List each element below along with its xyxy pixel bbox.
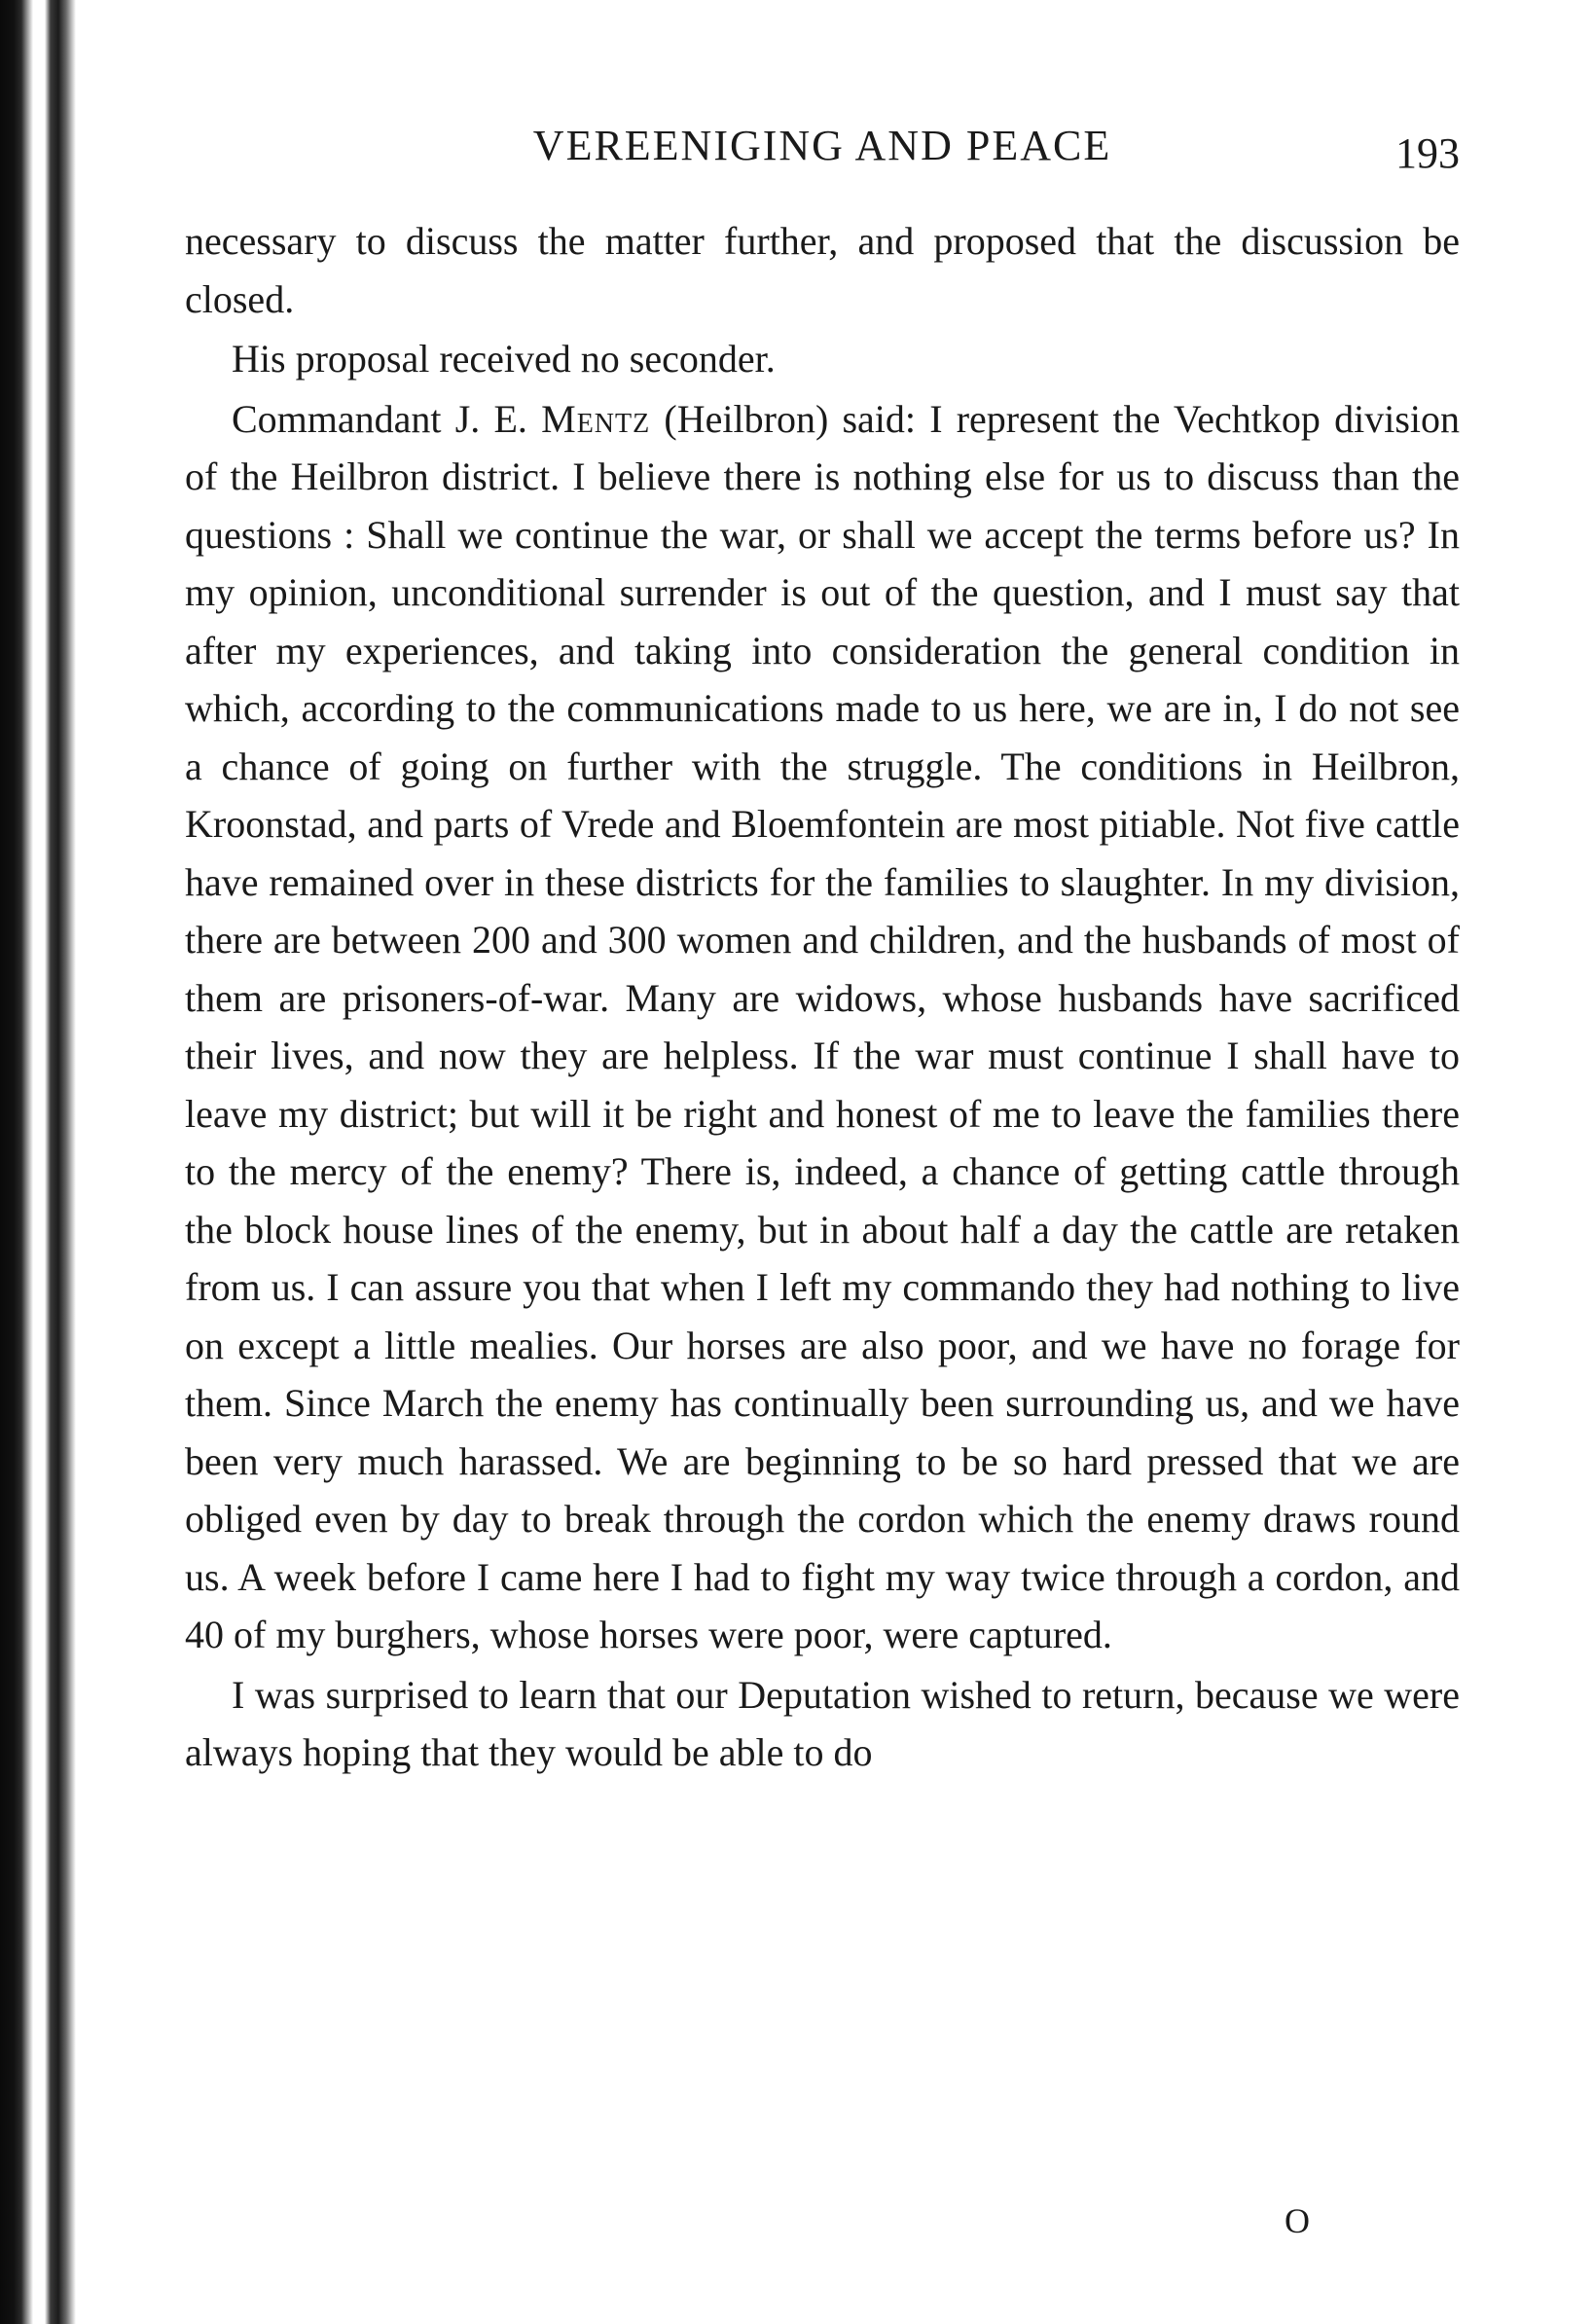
binding-edge xyxy=(0,0,76,2324)
speech-text: (Heilbron) said: I represent the Vechtkop division of the Heilbron district. I believe there is nothing else for us to discuss than the questions : Shall we continue the war, or shall we accept the terms before us? In my opinion, unconditional surrender is out of the question, and I must say that after my experiences, and taking into consideration the general condition in which, according to the communications made to us here, we are in, I do not see a chance of going on further with the struggle. The conditions in Heilbron, Kroonstad, and parts of Vrede and Bloemfontein are most pitiable. Not five cattle have remained over in these districts for the families to slaughter. In my division, there are between 200 and 300 women and children, and the husbands of most of them are prisoners-of-war. Many are widows, whose husbands have sacrificed their lives, and now they are helpless. If the war must continue I shall have to leave my district; but will it be right and honest of me to leave the families there to the mercy of the enemy? There is, indeed, a chance of getting cattle through the block house lines of the enemy, but in about half a day the cattle are retaken from us. I can assure you that when I left my commando they had nothing to live on except a little mealies. Our horses are also poor, and we have no forage for them. Since March the enemy has continually been surrounding us, and we have been very much harassed. We are beginning to be so hard pressed that we are obliged even by day to break through the cordon which the enemy draws round us. A week before I came here I had to fight my way twice through a cordon, and 40 of my burghers, whose horses were poor, were captured. xyxy=(185,396,1461,1656)
paragraph-proposal: His proposal received no seconder. xyxy=(232,337,776,381)
page-header xyxy=(185,117,1460,195)
paragraph-deputation: I was surprised to learn that our Deputation wished to return, because we were always hoping that they would be able to do xyxy=(185,1672,1460,1774)
body-text xyxy=(185,212,1460,1782)
page-number: 193 xyxy=(1395,129,1460,177)
speaker-name: Mentz xyxy=(541,396,651,441)
paragraph-mentz-speech xyxy=(185,390,1460,1664)
speaker-prefix: Commandant J. E. xyxy=(232,396,542,441)
signature-mark: O xyxy=(1285,2201,1310,2240)
running-head: VEREENIGING AND PEACE xyxy=(532,122,1112,169)
paragraph-continuation: necessary to discuss the matter further, and proposed that the discussion be closed. xyxy=(185,219,1460,321)
